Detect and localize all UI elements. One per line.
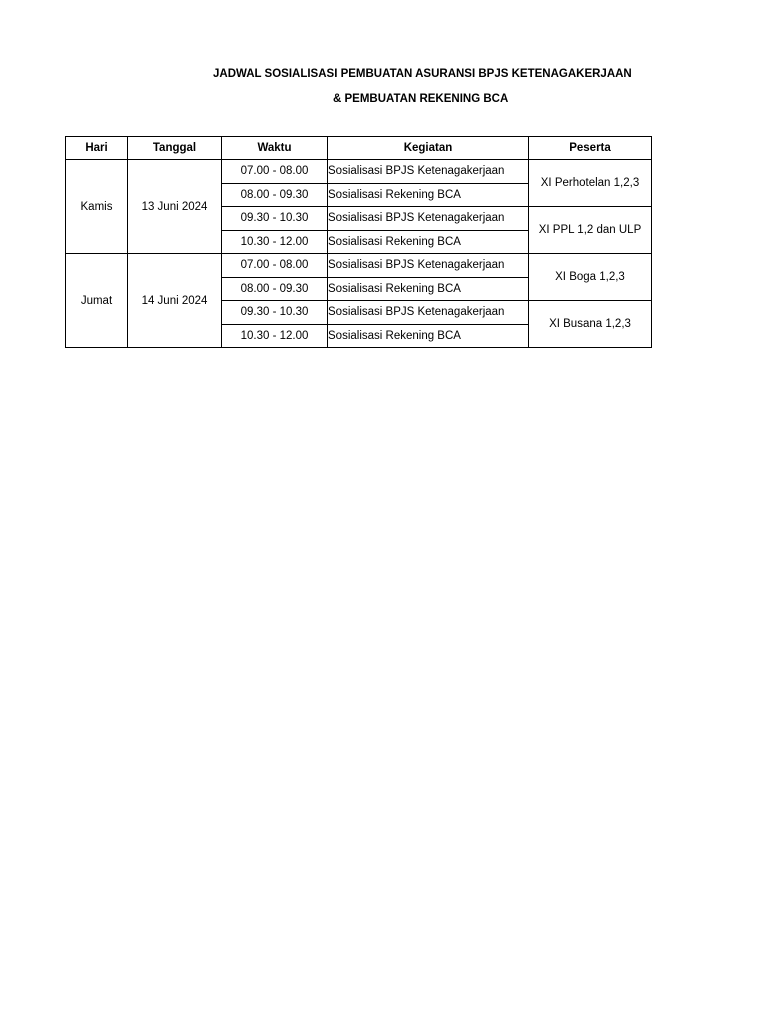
cell-waktu: 10.30 - 12.00 <box>222 230 328 254</box>
cell-kegiatan: Sosialisasi Rekening BCA <box>328 230 529 254</box>
cell-waktu: 09.30 - 10.30 <box>222 301 328 325</box>
cell-waktu: 09.30 - 10.30 <box>222 207 328 231</box>
header-kegiatan: Kegiatan <box>328 137 529 160</box>
header-tanggal: Tanggal <box>128 137 222 160</box>
cell-kegiatan: Sosialisasi Rekening BCA <box>328 277 529 301</box>
cell-kegiatan: Sosialisasi BPJS Ketenagakerjaan <box>328 160 529 184</box>
schedule-table <box>65 136 652 348</box>
cell-waktu: 08.00 - 09.30 <box>222 277 328 301</box>
header-hari: Hari <box>66 137 128 160</box>
cell-kegiatan: Sosialisasi BPJS Ketenagakerjaan <box>328 254 529 278</box>
cell-kegiatan: Sosialisasi BPJS Ketenagakerjaan <box>328 207 529 231</box>
cell-peserta: XI Busana 1,2,3 <box>529 301 652 348</box>
cell-peserta: XI Perhotelan 1,2,3 <box>529 160 652 207</box>
table-row <box>66 160 652 184</box>
cell-kegiatan: Sosialisasi BPJS Ketenagakerjaan <box>328 301 529 325</box>
cell-peserta: XI PPL 1,2 dan ULP <box>529 207 652 254</box>
table-header-row <box>66 137 652 160</box>
cell-hari: Kamis <box>66 160 128 254</box>
header-waktu: Waktu <box>222 137 328 160</box>
document-title-line-2: & PEMBUATAN REKENING BCA <box>333 93 509 105</box>
header-peserta: Peserta <box>529 137 652 160</box>
cell-tanggal: 13 Juni 2024 <box>128 160 222 254</box>
cell-hari: Jumat <box>66 254 128 348</box>
document-title-line-1: JADWAL SOSIALISASI PEMBUATAN ASURANSI BPJS KETENAGAKERJAAN <box>213 68 632 80</box>
cell-kegiatan: Sosialisasi Rekening BCA <box>328 324 529 348</box>
cell-waktu: 10.30 - 12.00 <box>222 324 328 348</box>
cell-kegiatan: Sosialisasi Rekening BCA <box>328 183 529 207</box>
cell-tanggal: 14 Juni 2024 <box>128 254 222 348</box>
cell-waktu: 07.00 - 08.00 <box>222 160 328 184</box>
cell-waktu: 08.00 - 09.30 <box>222 183 328 207</box>
cell-peserta: XI Boga 1,2,3 <box>529 254 652 301</box>
cell-waktu: 07.00 - 08.00 <box>222 254 328 278</box>
table-row <box>66 254 652 278</box>
